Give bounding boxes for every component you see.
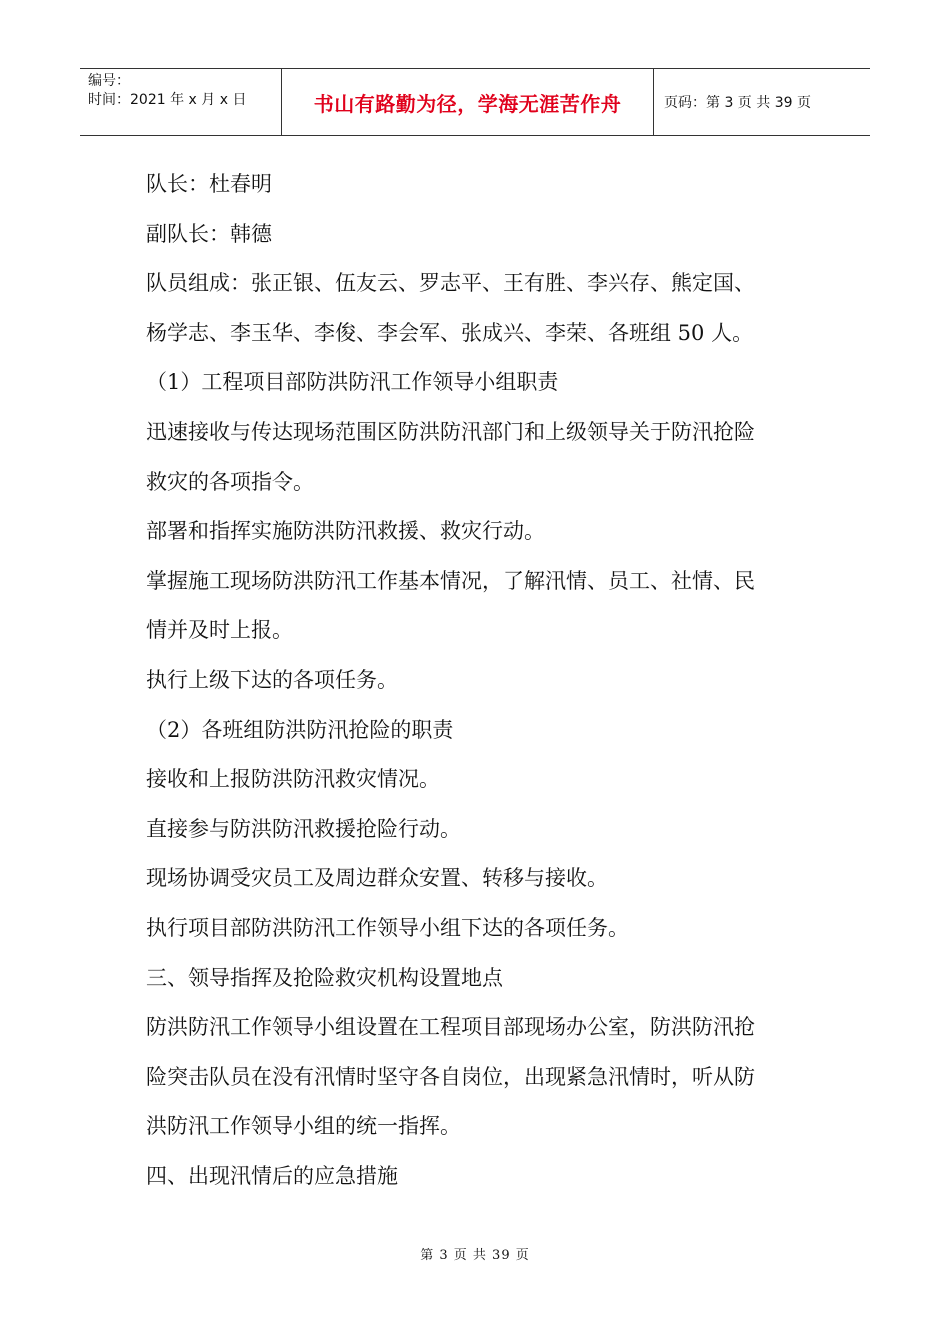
section-heading: （2）各班组防洪防汛抢险的职责	[146, 717, 454, 742]
body-line: 情并及时上报。	[146, 618, 293, 643]
body-line: 队员组成：张正银、伍友云、罗志平、王有胜、李兴存、熊定国、	[146, 271, 755, 296]
header-motto: 书山有路勤为径，学海无涯苦作舟	[282, 69, 654, 135]
document-body	[146, 160, 826, 1201]
section-heading: 三、领导指挥及抢险救灾机构设置地点	[146, 965, 503, 990]
header-time-label: 时间：2021 年 x 月 x 日	[88, 92, 247, 108]
body-line: 杨学志、李玉华、李俊、李会军、张成兴、李荣、各班组 50 人。	[146, 320, 754, 345]
body-line: 防洪防汛工作领导小组设置在工程项目部现场办公室，防洪防汛抢	[146, 1015, 755, 1040]
header-page-info: 页码：第 3 页 共 39 页	[664, 95, 811, 111]
header-number-label: 编号：	[88, 73, 130, 89]
body-line: 掌握施工现场防洪防汛工作基本情况，了解汛情、员工、社情、民	[146, 568, 755, 593]
body-line: 执行上级下达的各项任务。	[146, 667, 398, 692]
body-line: 部署和指挥实施防洪防汛救援、救灾行动。	[146, 519, 545, 544]
body-line: 直接参与防洪防汛救援抢险行动。	[146, 816, 461, 841]
body-line: 险突击队员在没有汛情时坚守各自岗位，出现紧急汛情时，听从防	[146, 1064, 755, 1089]
header-meta	[80, 69, 282, 135]
page-footer: 第 3 页 共 39 页	[420, 1248, 530, 1263]
section-heading: 四、出现汛情后的应急措施	[146, 1163, 398, 1188]
body-line: 现场协调受灾员工及周边群众安置、转移与接收。	[146, 866, 608, 891]
section-heading: （1）工程项目部防洪防汛工作领导小组职责	[146, 370, 559, 395]
body-line: 副队长：韩德	[146, 221, 272, 246]
body-line: 救灾的各项指令。	[146, 469, 314, 494]
body-line: 洪防汛工作领导小组的统一指挥。	[146, 1114, 461, 1139]
body-line: 队长：杜春明	[146, 172, 272, 196]
body-line: 接收和上报防洪防汛救灾情况。	[146, 767, 440, 792]
body-line: 执行项目部防洪防汛工作领导小组下达的各项任务。	[146, 915, 629, 940]
page-header	[80, 68, 870, 136]
body-line: 迅速接收与传达现场范围区防洪防汛部门和上级领导关于防汛抢险	[146, 419, 755, 444]
